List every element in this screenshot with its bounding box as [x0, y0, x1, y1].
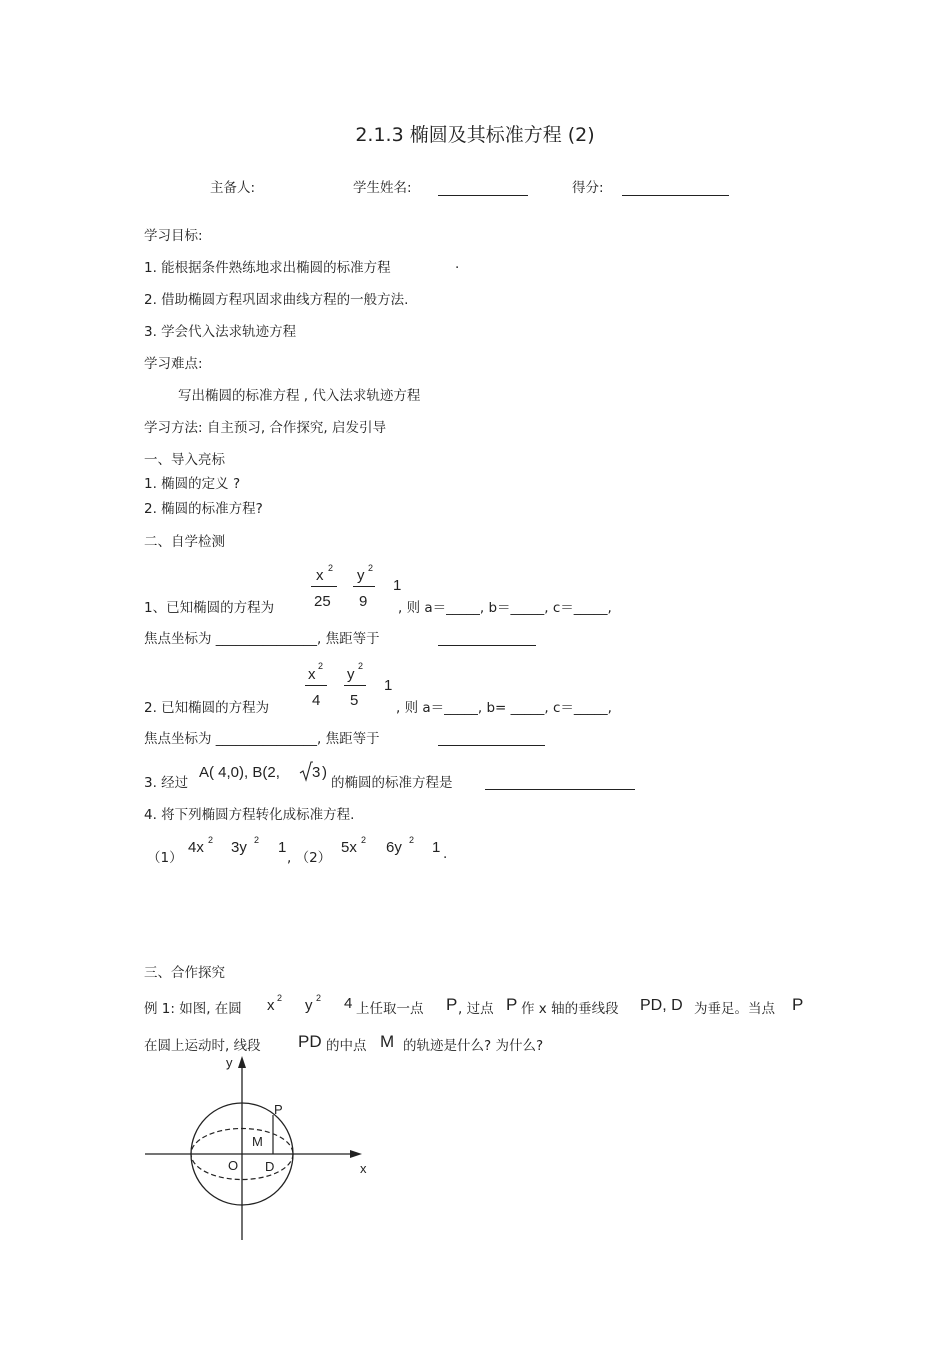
page-title: 2.1.3 椭圆及其标准方程 (2) [355, 124, 595, 146]
example-mid: 上任取一点 [356, 1001, 424, 1017]
q4-part1-label: （1） [147, 850, 183, 866]
q1-fraction-bar [311, 586, 337, 587]
objective-item: 1. 能根据条件熟练地求出椭圆的标准方程 [144, 260, 391, 276]
example-mid2: , 过点 [458, 1001, 494, 1017]
preparer-label: 主备人: [210, 180, 256, 196]
method-text: 学习方法: 自主预习, 合作探究, 启发引导 [144, 420, 387, 436]
q1-x-den: 25 [314, 593, 331, 610]
q1-y-exp: 2 [368, 563, 374, 573]
q4-end: . [443, 846, 448, 862]
q2-fraction-bar [344, 685, 366, 686]
point-P-label: P [274, 1102, 283, 1117]
section3-heading: 三、合作探究 [144, 965, 225, 981]
example-y: y [305, 997, 313, 1014]
q2-y-num: y [347, 666, 355, 683]
q3-sqrt-value: 3 [312, 764, 321, 781]
example-rhs: 4 [344, 995, 353, 1012]
y-axis-label: y [226, 1055, 233, 1070]
example-line2b: 的中点 [326, 1038, 367, 1054]
example-line2a: 在圆上运动时, 线段 [144, 1038, 261, 1054]
sqrt-icon [299, 760, 313, 782]
q4-text: 4. 将下列椭圆方程转化成标准方程. [144, 807, 355, 823]
section1-heading: 一、导入亮标 [144, 452, 225, 468]
example-P: P [446, 995, 458, 1014]
objective-item: 3. 学会代入法求轨迹方程 [144, 324, 297, 340]
q4-e2a: 5x [341, 839, 357, 856]
q1-rhs: 1 [393, 577, 402, 594]
q1-x-num: x [316, 567, 324, 584]
q1-tail: , 则 a＝_____, b＝_____, c＝_____, [398, 600, 612, 616]
q4-e2b-exp: 2 [409, 835, 415, 845]
example-y-exp: 2 [316, 993, 322, 1003]
score-field[interactable] [622, 195, 729, 196]
example-x: x [267, 997, 275, 1014]
example-PD: PD, D [640, 997, 683, 1014]
q2-focus: 焦点坐标为 _______________, 焦距等于 [144, 731, 380, 747]
q3-tail: 的椭圆的标准方程是 [331, 775, 453, 791]
q2-focal-length-field[interactable] [438, 745, 545, 746]
q1-fraction-bar [353, 586, 375, 587]
q4-separator: , （2） [287, 850, 332, 866]
example-lead: 例 1: 如图, 在圆 [144, 1001, 242, 1017]
point-D-label: D [265, 1159, 275, 1174]
q3-answer-field[interactable] [485, 789, 635, 790]
section2-heading: 二、自学检测 [144, 534, 225, 550]
q1-y-num: y [357, 567, 365, 584]
q2-x-num: x [308, 666, 316, 683]
x-axis-label: x [360, 1161, 367, 1176]
example-mid3: 作 x 轴的垂线段 [521, 1001, 619, 1017]
score-label: 得分: [572, 180, 604, 196]
objectives-heading: 学习目标: [144, 228, 203, 244]
example-line2c: 的轨迹是什么? 为什么? [403, 1038, 544, 1054]
q4-e1b: 3y [231, 839, 247, 856]
point-M-label: M [252, 1134, 263, 1149]
x-axis-arrow-icon [350, 1150, 362, 1158]
q4-e2b: 6y [386, 839, 402, 856]
q3-close: ) [322, 764, 327, 781]
example-x-exp: 2 [277, 993, 283, 1003]
q4-e1a: 4x [188, 839, 204, 856]
difficulty-heading: 学习难点: [144, 356, 203, 372]
example-mid4: 为垂足。当点 [694, 1001, 775, 1017]
objective-item-tail: . [455, 256, 460, 272]
q2-rhs: 1 [384, 677, 393, 694]
difficulty-content: 写出椭圆的标准方程 , 代入法求轨迹方程 [178, 388, 421, 404]
q2-x-den: 4 [312, 692, 321, 709]
q4-e1c: 1 [278, 839, 287, 856]
q4-e1a-exp: 2 [208, 835, 214, 845]
example-P2: P [506, 995, 518, 1014]
q1-lead: 1、已知椭圆的方程为 [144, 600, 275, 616]
q4-e2c: 1 [432, 839, 441, 856]
origin-O-label: O [228, 1158, 239, 1173]
example-M: M [380, 1032, 395, 1051]
objective-item: 2. 借助椭圆方程巩固求曲线方程的一般方法. [144, 292, 409, 308]
example-PD2: PD [298, 1032, 322, 1051]
q4-e1b-exp: 2 [254, 835, 260, 845]
q2-tail: , 则 a＝_____, b= _____, c＝_____, [396, 700, 612, 716]
q1-y-den: 9 [359, 593, 368, 610]
q4-e2a-exp: 2 [361, 835, 367, 845]
q2-x-exp: 2 [318, 661, 324, 671]
q1-x-exp: 2 [328, 563, 334, 573]
q2-y-den: 5 [350, 692, 359, 709]
q2-lead: 2. 已知椭圆的方程为 [144, 700, 270, 716]
y-axis-arrow-icon [238, 1056, 246, 1068]
q1-focus: 焦点坐标为 _______________, 焦距等于 [144, 631, 380, 647]
section1-item: 1. 椭圆的定义 ? [144, 476, 241, 492]
student-name-label: 学生姓名: [353, 180, 412, 196]
q2-y-exp: 2 [358, 661, 364, 671]
q3-lead: 3. 经过 [144, 775, 189, 791]
student-name-field[interactable] [438, 195, 528, 196]
section1-item: 2. 椭圆的标准方程? [144, 501, 263, 517]
q2-fraction-bar [305, 685, 327, 686]
q1-focal-length-field[interactable] [438, 645, 536, 646]
example-P3: P [792, 995, 804, 1014]
q3-points: A( 4,0), B(2, [199, 764, 280, 781]
circle-ellipse-figure [140, 1050, 380, 1245]
